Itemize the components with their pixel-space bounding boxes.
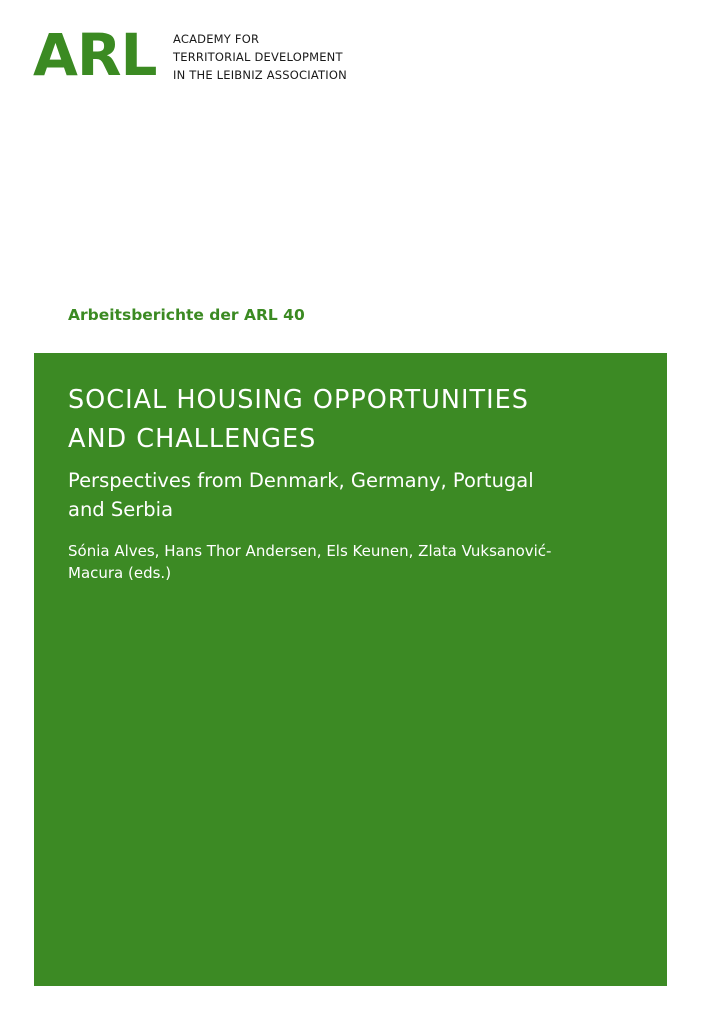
series-title: Arbeitsberichte der ARL 40 [68,306,305,324]
academy-name-line-1: ACADEMY FOR [173,32,260,46]
academy-name-line-2: TERRITORIAL DEVELOPMENT [173,50,343,64]
book-editors-line-1: Sónia Alves, Hans Thor Andersen, Els Keunen, Zlata Vuksanović- [68,542,552,560]
cover-panel [34,353,667,986]
book-subtitle [68,466,628,524]
book-title-line-2: AND CHALLENGES [68,424,317,454]
academy-name-line-3: IN THE LEIBNIZ ASSOCIATION [173,68,347,82]
book-subtitle-line-1: Perspectives from Denmark, Germany, Portugal [68,469,534,492]
academy-name [173,30,347,84]
book-subtitle-line-2: and Serbia [68,498,174,521]
book-title [68,381,638,459]
book-editors-line-2: Macura (eds.) [68,564,172,582]
book-title-line-1: SOCIAL HOUSING OPPORTUNITIES [68,385,529,415]
book-editors [68,540,628,584]
arl-logo: ARL [33,21,157,89]
